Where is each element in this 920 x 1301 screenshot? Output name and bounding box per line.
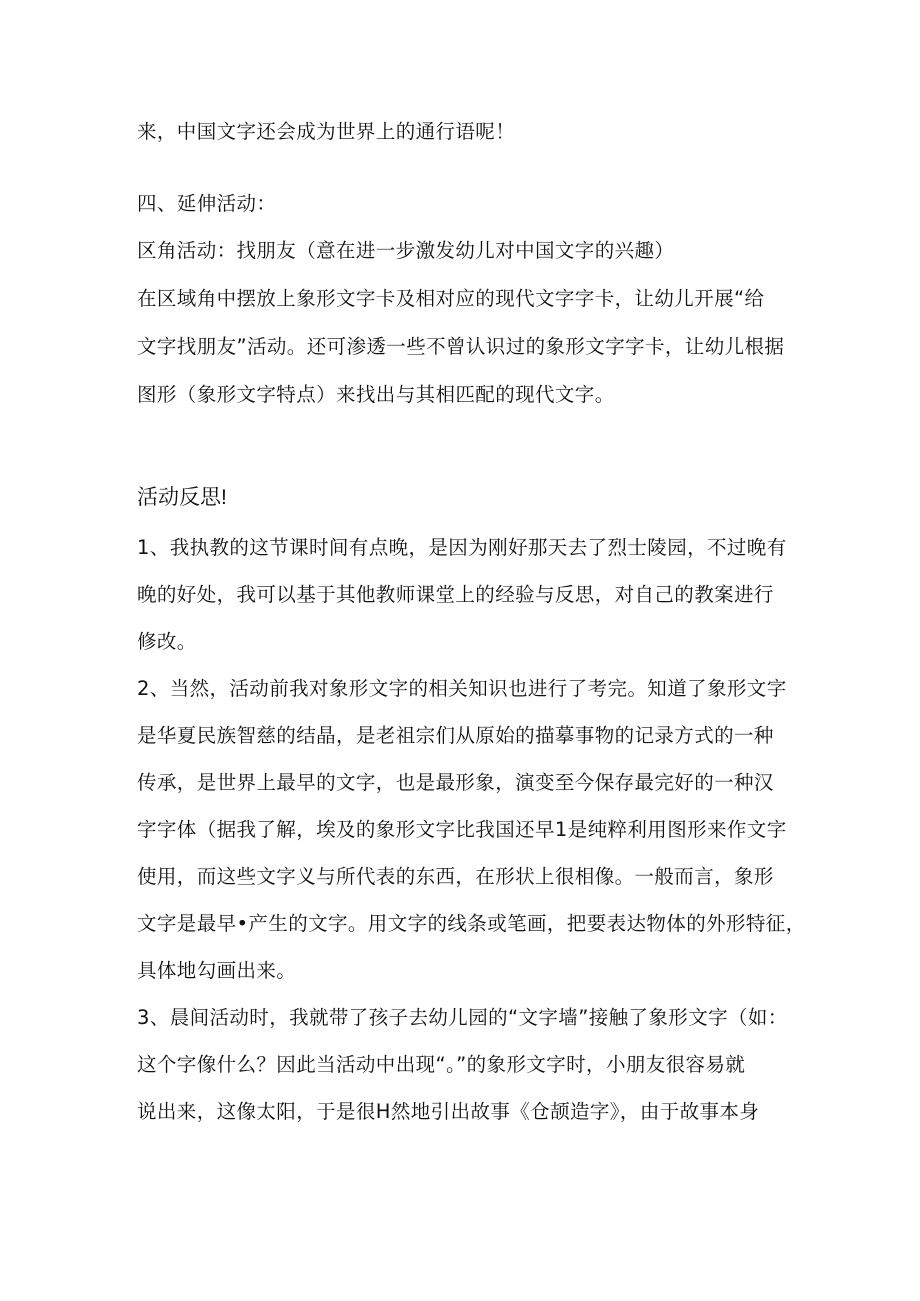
reflection-p3-line: 说出来，这像太阳，于是很H然地引出故事《仓颉造字》，由于故事本身 xyxy=(137,1100,760,1123)
reflection-title: 活动反思! xyxy=(137,486,227,509)
extension-heading: 四、延伸活动： xyxy=(137,192,277,215)
extension-subheading: 区角活动：找朋友（意在进一步激发幼儿对中国文字的兴趣） xyxy=(137,239,675,262)
reflection-p3-line: 这个字像什么？因此当活动中出现“。”的象形文字时，小朋友很容易就 xyxy=(137,1053,746,1076)
extension-line: 图形（象形文字特点）来找出与其相匹配的现代文字。 xyxy=(137,383,615,406)
reflection-p2-line: 传承，是世界上最早的文字，也是最形象，演变至今保存最完好的一种汉 xyxy=(137,771,774,794)
reflection-p3-line: 3、晨间活动时，我就带了孩子去幼儿园的“文字墙”接触了象形文字（如： xyxy=(137,1006,788,1029)
reflection-p1-line: 修改。 xyxy=(137,630,197,653)
reflection-p2-line: 文字是最早•产生的文字。用文字的线条或笔画，把要表达物体的外形特征， xyxy=(137,912,806,935)
reflection-p2-line: 使用，而这些文字义与所代表的东西，在形状上很相像。一般而言，象形 xyxy=(137,865,774,888)
extension-line: 文字找朋友”活动。还可渗透一些不曾认识过的象形文字字卡，让幼儿根据 xyxy=(137,335,785,358)
reflection-p2-line: 具体地勾画出来。 xyxy=(137,959,297,982)
reflection-p2-line: 是华夏民族智慈的结晶，是老祖宗们从原始的描摹事物的记录方式的一种 xyxy=(137,724,774,747)
reflection-p2-line: 字字体（据我了解，埃及的象形文字比我国还早1是纯粹利用图形来作文字 xyxy=(137,818,787,841)
reflection-p1-line: 晚的好处，我可以基于其他教师课堂上的经验与反思，对自己的教案进行 xyxy=(137,583,774,606)
intro-line: 来，中国文字还会成为世界上的通行语呢！ xyxy=(137,120,516,143)
reflection-p2-line: 2、当然，活动前我对象形文字的相关知识也进行了考完。知道了象形文字 xyxy=(137,677,787,700)
reflection-p1-line: 1、我执教的这节课时间有点晚，是因为刚好那天去了烈士陵园，不过晚有 xyxy=(137,536,787,559)
extension-line: 在区域角中摆放上象形文字卡及相对应的现代文字字卡，让幼儿开展“给 xyxy=(137,287,765,310)
